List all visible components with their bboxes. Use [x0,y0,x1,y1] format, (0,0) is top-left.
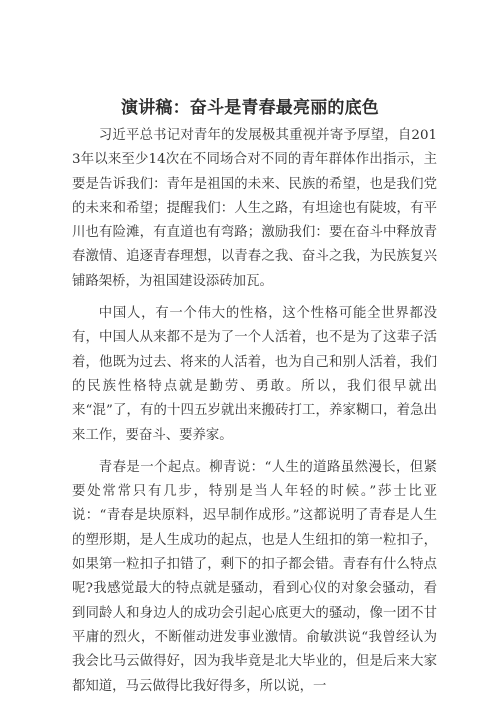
paragraph-3: 青春是一个起点。柳青说：“人生的道路虽然漫长，但紧要处常常只有几步，特别是当人年轻的时候。”莎士比亚说：“青春是块原料，迟早制作成形。”这都说明了青春是人生的塑形期，是人生成功的起点，也是人生纽扣的第一粒扣子，如果第一粒扣子扣错了，剩下的扣子都会错。青春有什么特点呢?我感觉最大的特点就是骚动，看到心仪的对象会骚动，看到同龄人和身边人的成功会引起心底更大的骚动，像一团不甘平庸的烈火，不断催动进发事业激情。俞敏洪说“我曾经认为我会比马云做得好，因为我毕竟是北大毕业的，但是后来大家都知道，马云做得比我好得多，所以说，一 [72,459,437,694]
document-title: 演讲稿：奋斗是青春最亮丽的底色 [121,98,379,118]
paragraph-1: 习近平总书记对青年的发展极其重视并寄予厚望，自2013年以来至少14次在不同场合对不同的青年群体作出指示，主要是告诉我们：青年是祖国的未来、民族的希望，也是我们党的未来和希望；提醒我们：人生之路，有坦途也有陡坡，有平川也有险滩，有直道也有弯路；激励我们：要在奋斗中释放青春激情、追逐青春理想，以青春之我、奋斗之我，为民族复兴铺路架桥，为祖国建设添砖加瓦。 [72,128,437,289]
paragraph-2: 中国人，有一个伟大的性格，这个性格可能全世界都没有，中国人从来都不是为了一个人活着，也不是为了这辈子活着，他既为过去、将来的人活着，也为自己和别人活着，我们的民族性格特点就是勤劳、勇敢。所以，我们很早就出来“混”了，有的十四五岁就出来搬砖打工，养家糊口，着急出来工作，要奋斗、要养家。 [72,306,437,443]
document-body [72,124,437,707]
